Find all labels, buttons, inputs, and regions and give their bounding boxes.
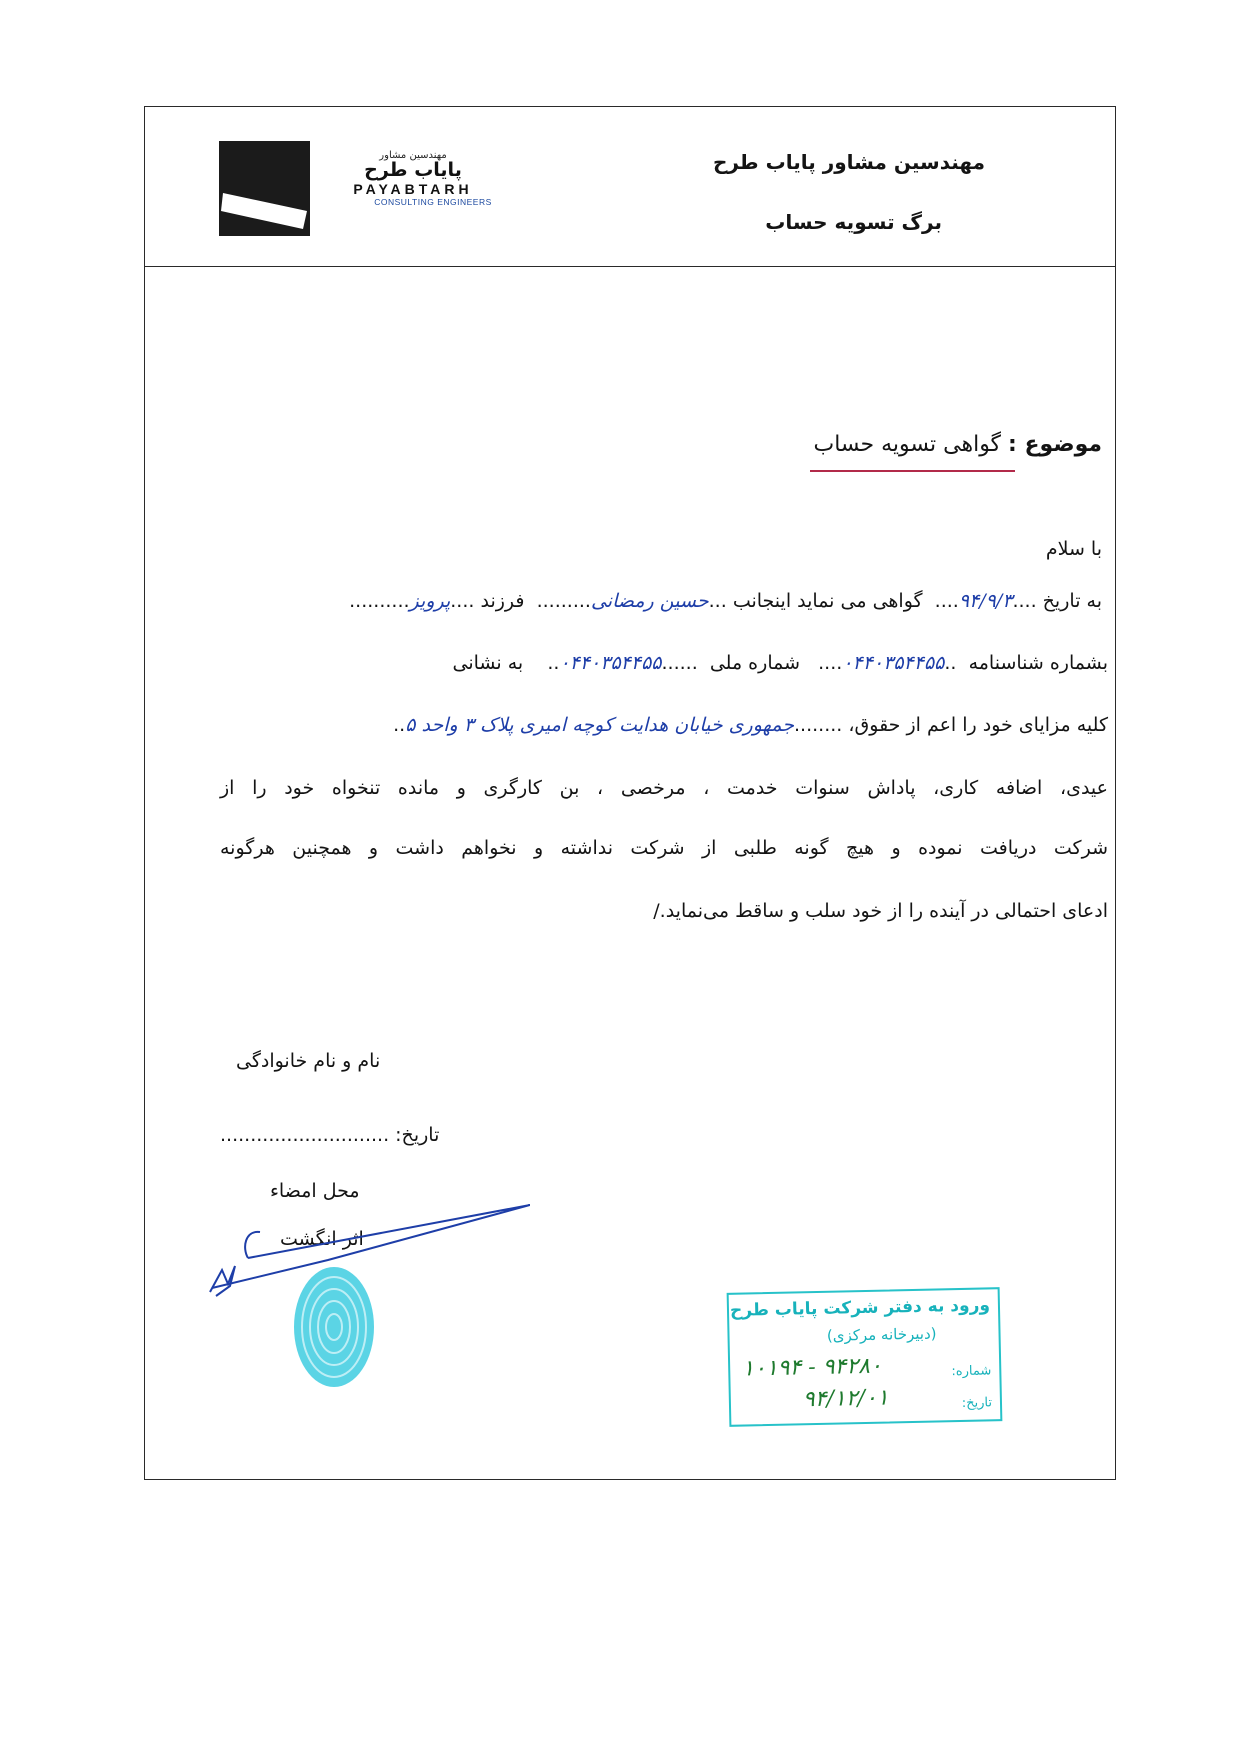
logo-name-en: PAYABTARH [353,181,473,197]
subject-underline [810,470,1015,472]
stamp-title: ورود به دفتر شرکت پایاب طرح [729,1295,991,1321]
logo-name-fa: پایاب طرح [364,159,462,181]
subject-value: گواهی تسویه حساب [813,432,1002,457]
header-divider [144,266,1116,267]
form-name: برگ تسویه حساب [765,210,942,234]
logo-top-small: مهندسین مشاور [379,150,447,161]
national-label: شماره ملی [709,652,801,674]
body-line-6: ادعای احتمالی در آینده را از خود سلب و ساقط می‌نماید./ [653,900,1108,922]
date-label: به تاریخ [1042,590,1102,612]
child-of-label: فرزند [480,590,525,612]
certifies-text: گواهی می نماید اینجانب [732,590,923,612]
sign-place-label: محل امضاء [270,1180,360,1202]
body-line-4: عیدی، اضافه کاری، پاداش سنوات خدمت ، مرخصی ، بن کارگری و مانده تنخواه خود را از [220,777,1108,799]
stamp-number-value: ۱۰۱۹۴ - ۹۴۲۸۰ [741,1353,883,1382]
subject-line [813,432,1102,457]
logo-slash-icon [219,141,310,236]
entry-stamp [727,1287,1003,1427]
stamp-date-value: ۹۴/۱۲/۰۱ [802,1385,889,1413]
greeting: با سلام [1045,538,1102,560]
logo-sub-en: CONSULTING ENGINEERS [374,197,492,207]
date-value: ۹۴/۹/۳ [958,590,1013,612]
fingerprint-icon [288,1262,380,1392]
body-line-5: شرکت دریافت نموده و هیچ گونه طلبی از شرکت نداشته و نخواهم داشت و همچنین هرگونه [220,837,1108,859]
idcard-value: ۰۴۴۰۳۵۴۴۵۵ [842,652,945,674]
idcard-label: بشماره شناسنامه [968,652,1108,674]
logo-wordmark [318,150,508,207]
address-label: به نشانی [452,652,524,674]
sign-date-line: تاریخ: ............................ [220,1124,440,1146]
name-value: حسین رمضانی [590,590,709,612]
stamp-date-label: تاریخ: [961,1395,993,1411]
sign-date-label: تاریخ: [395,1124,440,1146]
body-line-2: بشماره شناسنامه ..۰۴۴۰۳۵۴۴۵۵.... شماره ملی ......۰۴۴۰۳۵۴۴۵۵.. به نشانی [452,652,1108,674]
stamp-subtitle: (دبیرخانه مرکزی) [826,1324,937,1345]
benefits-text: کلیه مزایای خود را اعم از حقوق، [848,714,1108,736]
father-name-value: پرویز [409,590,451,612]
company-name: مهندسین مشاور پایاب طرح [712,150,985,174]
fingerprint-label: اثر انگشت [280,1228,364,1250]
name-label: نام و نام خانوادگی [236,1050,381,1072]
address-value: جمهوری خیابان هدایت کوچه امیری پلاک ۳ واحد ۵ [405,714,794,736]
national-value: ۰۴۴۰۳۵۴۴۵۵ [559,652,662,674]
logo-mark [219,141,310,236]
stamp-number-label: شماره: [951,1363,992,1380]
body-line-3: کلیه مزایای خود را اعم از حقوق، ........جمهوری خیابان هدایت کوچه امیری پلاک ۳ واحد ۵.. [393,714,1108,736]
subject-label: موضوع : [1008,432,1102,457]
body-line-1: به تاریخ ....۹۴/۹/۳.... گواهی می نماید اینجانب ...حسین رمضانی......... فرزند ....پرویز.......... [349,590,1102,612]
